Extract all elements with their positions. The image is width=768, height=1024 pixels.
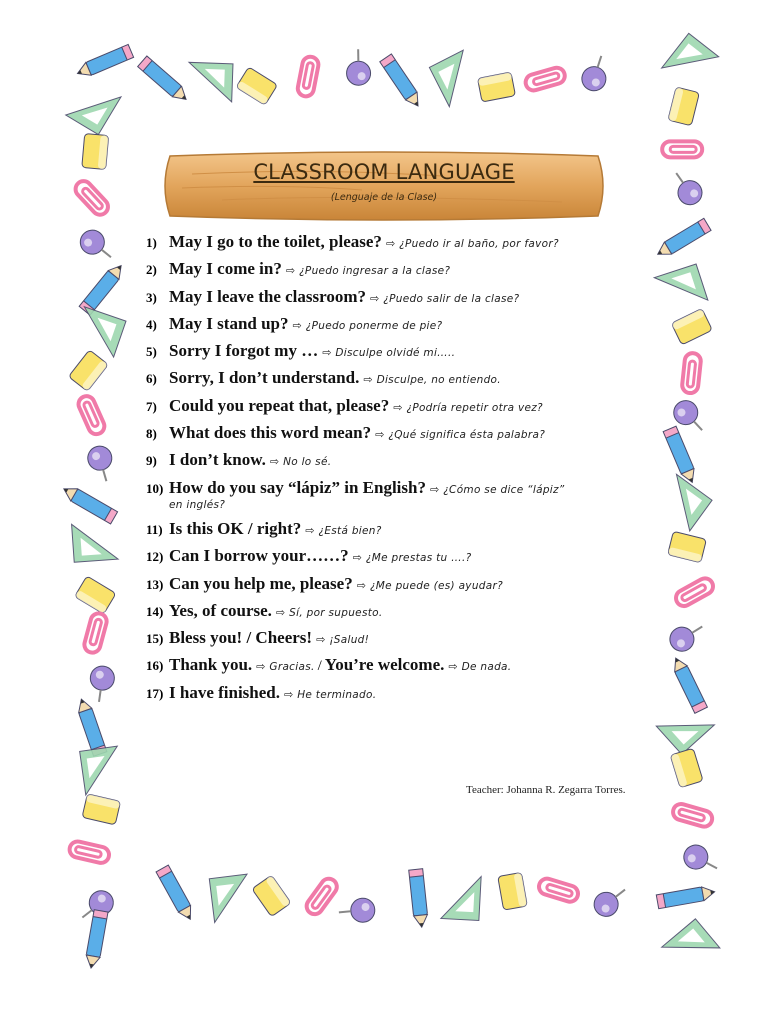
spanish-translation: ¿Puedo salir de la clase? xyxy=(383,292,520,305)
item-number: 16) xyxy=(146,658,164,674)
triangle-icon xyxy=(662,33,719,91)
clip-icon xyxy=(662,141,702,157)
english-phrase: Yes, of course. xyxy=(169,600,272,620)
item-number: 12) xyxy=(146,549,164,565)
spanish-translation: ¡Salud! xyxy=(329,634,370,647)
arrow-icon: ⇨ xyxy=(269,455,280,469)
arrow-icon: ⇨ xyxy=(322,346,332,360)
triangle-icon xyxy=(188,62,233,102)
clip-icon xyxy=(304,876,340,918)
english-phrase: You’re welcome. xyxy=(324,655,445,675)
eraser-icon xyxy=(478,72,516,102)
clip-icon xyxy=(68,840,111,865)
pencil-icon xyxy=(138,56,191,105)
arrow-icon: ⇨ xyxy=(275,605,286,619)
english-phrase: Sorry, I don’t understand. xyxy=(169,368,360,388)
eraser-icon xyxy=(498,872,528,910)
english-phrase: Bless you! / Cheers! xyxy=(169,628,313,648)
list-item xyxy=(146,423,646,450)
list-item xyxy=(146,655,646,682)
pin-icon xyxy=(579,52,613,94)
eraser-icon xyxy=(82,794,121,825)
triangle-icon xyxy=(72,307,126,357)
list-item xyxy=(146,601,646,628)
arrow-icon: ⇨ xyxy=(385,237,396,250)
phrase-list xyxy=(146,232,646,710)
eraser-icon xyxy=(82,134,109,170)
item-number: 9) xyxy=(146,453,157,469)
list-item xyxy=(146,683,646,710)
pin-icon xyxy=(87,665,116,704)
pencil-icon xyxy=(156,865,196,923)
eraser-icon xyxy=(668,87,700,126)
pencil-icon xyxy=(60,483,117,524)
triangle-icon xyxy=(654,474,712,531)
english-phrase: I have finished. xyxy=(169,682,280,702)
english-phrase: Can I borrow your……? xyxy=(169,546,349,566)
pin-icon xyxy=(666,166,706,209)
list-item xyxy=(146,628,646,655)
english-phrase: Could you repeat that, please? xyxy=(169,395,390,415)
item-number: 7) xyxy=(146,398,157,414)
clip-icon xyxy=(76,394,107,437)
spanish-translation: ¿Puedo ponerme de pie? xyxy=(305,319,443,332)
arrow-icon: ⇨ xyxy=(292,318,302,332)
english-phrase: May I go to the toilet, please? xyxy=(169,232,382,251)
item-number: 15) xyxy=(146,631,164,647)
arrow-icon: ⇨ xyxy=(352,551,362,565)
spanish-translation: De nada. xyxy=(461,661,512,674)
arrow-icon: ⇨ xyxy=(363,373,373,387)
arrow-icon: ⇨ xyxy=(256,660,266,674)
english-phrase: Sorry I forgot my … xyxy=(169,341,319,361)
list-item xyxy=(146,287,646,314)
pencil-icon xyxy=(656,885,716,909)
eraser-icon xyxy=(252,875,291,917)
list-item xyxy=(146,574,646,601)
spanish-translation: en inglés? xyxy=(169,498,226,511)
arrow-icon: ⇨ xyxy=(305,523,315,537)
spanish-translation: ¿Me prestas tu ….? xyxy=(365,552,472,565)
separator: / xyxy=(317,658,322,675)
clip-icon xyxy=(537,877,580,904)
spanish-translation: ¿Cómo se dice “lápiz” xyxy=(443,483,565,496)
english-phrase: May I come in? xyxy=(169,259,282,279)
spanish-translation: He terminado. xyxy=(297,688,377,701)
teacher-credit: Teacher: Johanna R. Zegarra Torres. xyxy=(466,784,626,796)
pin-icon xyxy=(665,616,708,655)
triangle-icon xyxy=(209,874,252,922)
page-subtitle: (Lenguaje de la Clase) xyxy=(330,192,438,203)
spanish-translation: Sí, por supuesto. xyxy=(289,606,383,619)
arrow-icon: ⇨ xyxy=(356,578,366,592)
list-item xyxy=(146,232,646,259)
pencil-icon xyxy=(669,655,707,713)
english-phrase: Thank you. xyxy=(169,655,253,675)
item-number: 5) xyxy=(146,344,157,360)
spanish-translation: ¿Está bien? xyxy=(318,524,382,537)
item-number: 3) xyxy=(146,289,157,305)
pencil-icon xyxy=(654,218,711,260)
pin-icon xyxy=(85,443,118,484)
english-phrase: Is this OK / right? xyxy=(169,518,302,538)
triangle-icon xyxy=(429,50,483,106)
list-item xyxy=(146,368,646,395)
pin-icon xyxy=(338,897,376,924)
english-phrase: Can you help me, please? xyxy=(169,573,353,593)
pin-icon xyxy=(589,880,632,921)
eraser-icon xyxy=(670,748,703,788)
item-number: 1) xyxy=(146,235,157,250)
list-item xyxy=(146,450,646,477)
clip-icon xyxy=(72,178,111,218)
triangle-icon xyxy=(80,746,124,795)
pencil-icon xyxy=(409,869,429,928)
arrow-icon: ⇨ xyxy=(393,400,403,414)
item-number: 10) xyxy=(146,480,164,496)
arrow-icon: ⇨ xyxy=(316,633,326,647)
arrow-icon: ⇨ xyxy=(448,660,458,674)
spanish-translation: Disculpe olvidé mi….. xyxy=(335,347,456,360)
triangle-icon xyxy=(72,521,119,562)
triangle-icon xyxy=(441,875,481,921)
clip-icon xyxy=(681,352,701,393)
clip-icon xyxy=(296,55,319,97)
triangle-icon xyxy=(662,919,720,976)
arrow-icon: ⇨ xyxy=(285,264,296,278)
arrow-icon: ⇨ xyxy=(375,428,385,442)
list-item xyxy=(146,259,646,286)
english-phrase: May I stand up? xyxy=(169,313,289,333)
english-phrase: What does this word mean? xyxy=(169,423,372,443)
eraser-icon xyxy=(75,576,117,614)
pencil-icon xyxy=(380,54,424,110)
item-number: 14) xyxy=(146,603,164,619)
clip-icon xyxy=(83,612,109,655)
spanish-translation: ¿Puedo ir al baño, por favor? xyxy=(399,238,559,250)
page-title: CLASSROOM LANGUAGE xyxy=(253,160,515,184)
spanish-translation: ¿Podría repetir otra vez? xyxy=(406,401,543,414)
spanish-translation: Gracias. xyxy=(269,661,315,674)
english-phrase: I don’t know. xyxy=(169,450,266,470)
clip-icon xyxy=(671,802,714,828)
pin-icon xyxy=(75,225,118,266)
english-phrase: How do you say “lápiz” in English? xyxy=(169,477,426,497)
arrow-icon: ⇨ xyxy=(370,291,380,305)
item-number: 11) xyxy=(146,521,163,537)
list-item xyxy=(146,341,646,368)
list-item xyxy=(146,396,646,423)
item-number: 17) xyxy=(146,685,164,701)
eraser-icon xyxy=(671,308,712,344)
spanish-translation: ¿Me puede (es) ayudar? xyxy=(369,579,503,592)
spanish-translation: ¿Puedo ingresar a la clase? xyxy=(299,265,451,278)
pencil-icon xyxy=(84,910,108,970)
item-number: 6) xyxy=(146,371,157,387)
eraser-icon xyxy=(236,67,278,105)
list-item xyxy=(146,314,646,341)
english-phrase: May I leave the classroom? xyxy=(169,286,367,306)
pencil-icon xyxy=(75,44,134,80)
arrow-icon: ⇨ xyxy=(284,687,294,701)
pin-icon xyxy=(346,49,371,85)
item-number: 2) xyxy=(146,262,157,278)
list-item xyxy=(146,546,646,573)
triangle-icon xyxy=(654,264,708,314)
pencil-icon xyxy=(663,426,699,485)
clip-icon xyxy=(524,66,567,92)
pencil-icon xyxy=(75,697,107,756)
list-item xyxy=(146,519,646,546)
pin-icon xyxy=(680,841,723,879)
eraser-icon xyxy=(68,350,108,392)
arrow-icon: ⇨ xyxy=(429,482,440,496)
triangle-icon xyxy=(66,77,121,134)
item-number: 4) xyxy=(146,316,157,332)
spanish-translation: No lo sé. xyxy=(283,456,332,469)
clip-icon xyxy=(673,576,716,609)
item-number: 13) xyxy=(146,576,164,592)
list-item-continuation xyxy=(146,499,646,519)
item-number: 8) xyxy=(146,426,157,442)
title-banner xyxy=(162,150,606,222)
spanish-translation: ¿Qué significa ésta palabra? xyxy=(388,429,546,442)
spanish-translation: Disculpe, no entiendo. xyxy=(376,374,501,387)
eraser-icon xyxy=(668,531,707,563)
